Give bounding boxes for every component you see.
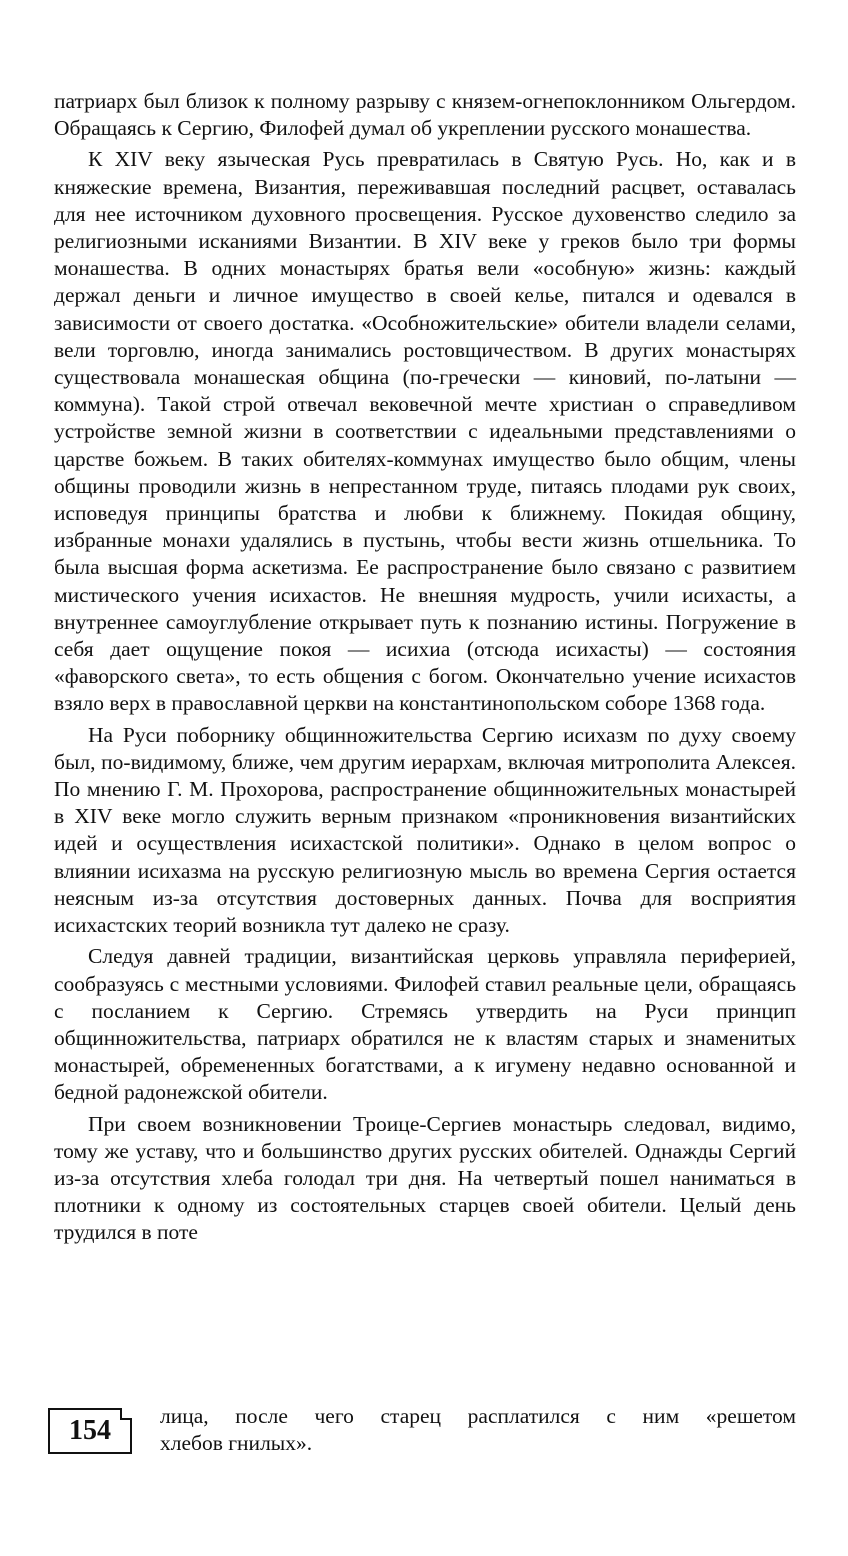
page-number: 154: [69, 1415, 111, 1446]
page-number-box: [48, 1408, 132, 1454]
paragraph: При своем возникновении Троице-Сергиев монастырь следовал, видимо, тому же уставу, что и большинство других русских обителей. Однажды Сергий из-за отсутствия хлеба голодал три дня. На четвертый пошел наниматься в плотники к одному из состоятельных старцев своей обители. Целый день трудился в поте: [54, 1111, 796, 1245]
text-line: хлебов гнилых».: [160, 1431, 313, 1456]
paragraph: К XIV веку языческая Русь превратилась в Святую Русь. Но, как и в княжеские времена, Византия, переживавшая последний расцвет, оставалась для нее источником духовного просвещения. Русское духовенство следило за религиозными исканиями Византии. В XIV веке у греков было три формы монашества. В одних монастырях братья вели «особную» жизнь: каждый держал деньги и личное имущество в своей келье, питался и одевался в зависимости от своего достатка. «Особножительские» обители владели селами, вели торговлю, иногда занимались ростовщичеством. В других монастырях существовала монашеская община (по-гречески — киновий, по-латыни — коммуна). Такой строй отвечал вековечной мечте христиан о справедливом устройстве земной жизни в соответствии с идеальными представлениями о царстве божьем. В таких обителях-коммунах имущество было общим, члены общины проводили жизнь в непрестанном труде, питаясь плодами рук своих, исповедуя принципы братства и любви к ближнему. Покидая общину, избранные монахи удалялись в пустынь, чтобы вести жизнь отшельника. То была высшая форма аскетизма. Ее распространение было связано с развитием мистического учения исихастов. Не внешняя мудрость, учили исихасты, а внутреннее самоуглубление открывает путь к познанию истины. Погружение в себя дает ощущение покоя — исихиа (отсюда исихасты) — состояния «фаворского света», то есть общения с богом. Окончательно учение исихастов взяло верх в православной церкви на константинопольском соборе 1368 года.: [54, 147, 796, 716]
paragraph: Следуя давней традиции, византийская церковь управляла периферией, сообразуясь с местными условиями. Филофей ставил реальные цели, обращаясь с посланием к Сергию. Стремясь утвердить на Руси принцип общинножительства, патриарх обратился не к властям старых и знаменитых монастырей, обремененных богатствами, а к игумену недавно основанной и бедной радонежской обители.: [54, 944, 796, 1105]
text-line: лица, после чего старец расплатился с ним «решетом: [160, 1404, 796, 1428]
final-text-lines: [160, 1403, 796, 1457]
paragraph: На Руси поборнику общинножительства Сергию исихазм по духу своему был, по-видимому, ближе, чем другим иерархам, включая митрополита Алексея. По мнению Г. М. Прохорова, распространение общинножительных монастырей в XIV веке могло служить верным признаком «проникновения византийских идей и осуществления исихастской политики». Однако в целом вопрос о влиянии исихазма на русскую религиозную мысль во времена Сергия остается неясным из-за отсутствия достоверных данных. Почва для восприятия исихастских теорий возникла тут далеко не сразу.: [54, 722, 796, 938]
paragraph: патриарх был близок к полному разрыву с князем-огнепоклонником Ольгердом. Обращаясь к Сергию, Филофей думал об укреплении русского монашества.: [54, 89, 796, 141]
body-text: [54, 88, 796, 1251]
